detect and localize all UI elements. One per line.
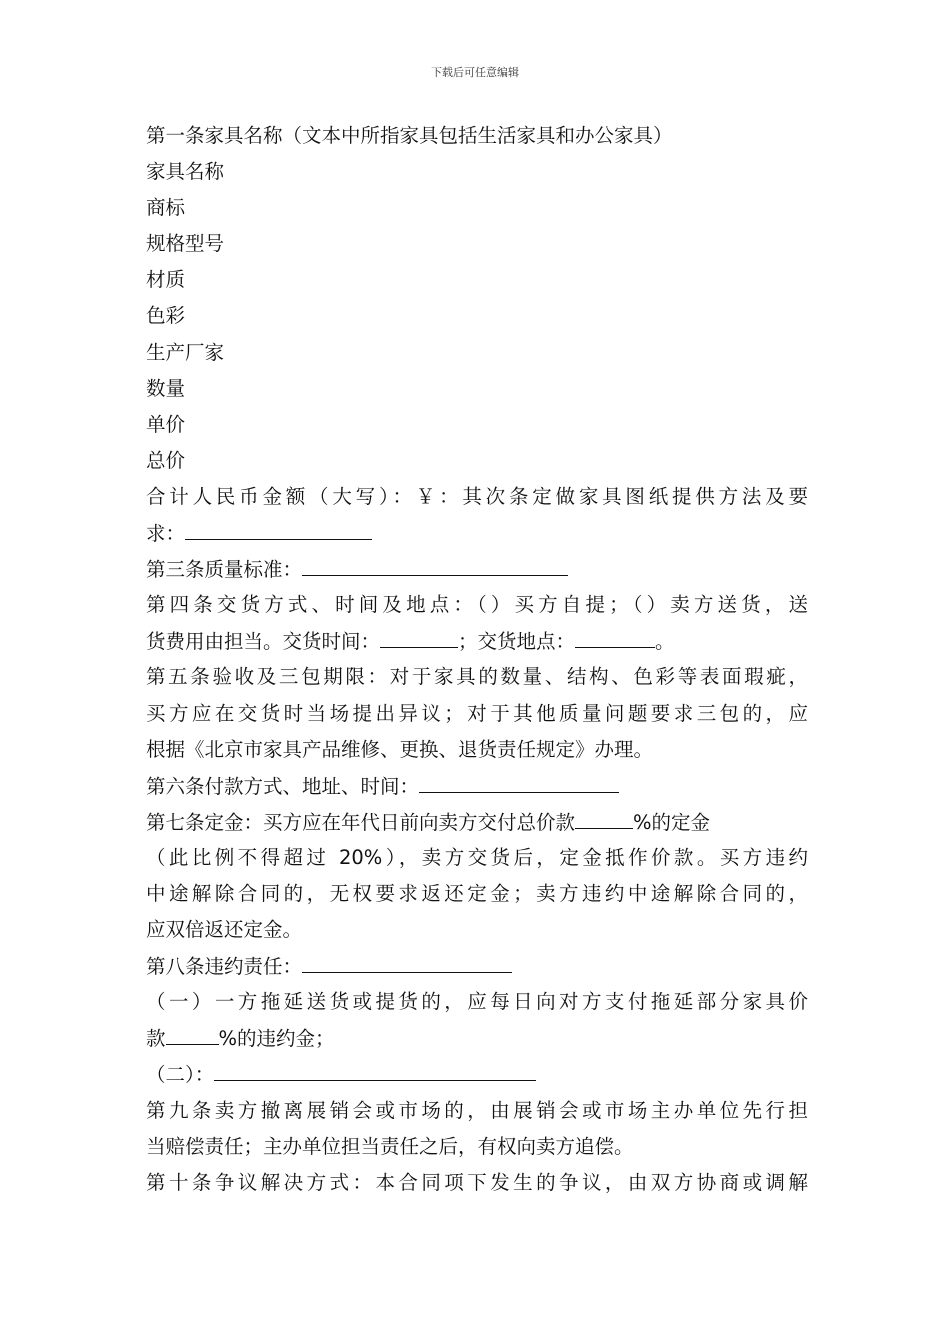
deposit-percent-label: %的定金 <box>633 810 711 834</box>
article-3 <box>146 551 808 587</box>
field-quantity: 数量 <box>146 376 186 400</box>
clause-1-suffix: %的违约金； <box>218 1027 335 1051</box>
delivery-time-label: 货费用由担当。交货时间： <box>146 630 381 654</box>
field-total-price: 总价 <box>146 448 186 472</box>
blank-line <box>380 623 458 648</box>
article-7-line-4: 应双倍返还定金。 <box>146 918 303 942</box>
blank-line <box>575 804 633 829</box>
blank-line <box>214 1056 536 1081</box>
blank-line <box>302 551 568 576</box>
field-unit-price: 单价 <box>146 412 186 436</box>
article-7-line-1 <box>146 804 808 840</box>
total-amount-line: 合计人民币金额（大写）：￥：其次条定做家具图纸提供方法及要 <box>146 484 808 508</box>
field-model: 规格型号 <box>146 232 225 256</box>
period-mark: 。 <box>655 630 675 654</box>
article-7-line-2: （此比例不得超过 20%），卖方交货后，定金抵作价款。买方违约 <box>146 845 808 869</box>
article-8-label: 第八条违约责任： <box>146 955 303 979</box>
contract-body <box>146 118 808 1201</box>
blank-line <box>166 1020 219 1045</box>
field-color: 色彩 <box>146 304 186 328</box>
article-6-label: 第六条付款方式、地址、时间： <box>146 774 420 798</box>
article-4-line-2 <box>146 623 808 659</box>
article-9-line-1: 第九条卖方撤离展销会或市场的，由展销会或市场主办单位先行担 <box>146 1098 808 1122</box>
blank-line <box>419 768 619 793</box>
field-furniture-name: 家具名称 <box>146 160 225 184</box>
field-material: 材质 <box>146 268 186 292</box>
article-7-line-3: 中途解除合同的，无权要求返还定金；卖方违约中途解除合同的， <box>146 881 808 905</box>
blank-line <box>185 515 372 540</box>
article-3-label: 第三条质量标准： <box>146 558 303 582</box>
requirement-label: 求： <box>146 522 186 546</box>
article-1-title: 第一条家具名称（文本中所指家具包括生活家具和办公家具） <box>146 124 673 147</box>
article-5-line-3: 根据《北京市家具产品维修、更换、退货责任规定》办理。 <box>146 737 654 761</box>
article-8-clause-1-line-2 <box>146 1020 808 1056</box>
clause-2-label: （二）： <box>146 1063 215 1087</box>
article-5-line-2: 买方应在交货时当场提出异议；对于其他质量问题要求三包的，应 <box>146 701 808 725</box>
field-trademark: 商标 <box>146 196 186 220</box>
article-10-line-1: 第十条争议解决方式：本合同项下发生的争议，由双方协商或调解 <box>146 1170 808 1194</box>
article-4-line-1: 第四条交货方式、时间及地点：（）买方自提；（）卖方送货，送 <box>146 593 808 617</box>
field-manufacturer: 生产厂家 <box>146 340 225 364</box>
article-7-label: 第七条定金：买方应在年代日前向卖方交付总价款 <box>146 810 576 834</box>
blank-line <box>575 623 655 648</box>
blank-line <box>302 948 512 973</box>
article-8-clause-2 <box>146 1056 808 1092</box>
delivery-place-label: ；交货地点： <box>458 630 576 654</box>
article-8 <box>146 948 808 984</box>
article-9-line-2: 当赔偿责任；主办单位担当责任之后，有权向卖方追偿。 <box>146 1134 634 1158</box>
page-header: 下载后可任意编辑 <box>431 66 519 79</box>
article-5-line-1: 第五条验收及三包期限：对于家具的数量、结构、色彩等表面瑕疵， <box>146 665 808 689</box>
article-6 <box>146 768 808 804</box>
clause-1-prefix: 款 <box>146 1027 166 1051</box>
article-2-requirement <box>146 515 808 551</box>
article-8-clause-1-line-1: （一）一方拖延送货或提货的，应每日向对方支付拖延部分家具价 <box>146 990 808 1014</box>
